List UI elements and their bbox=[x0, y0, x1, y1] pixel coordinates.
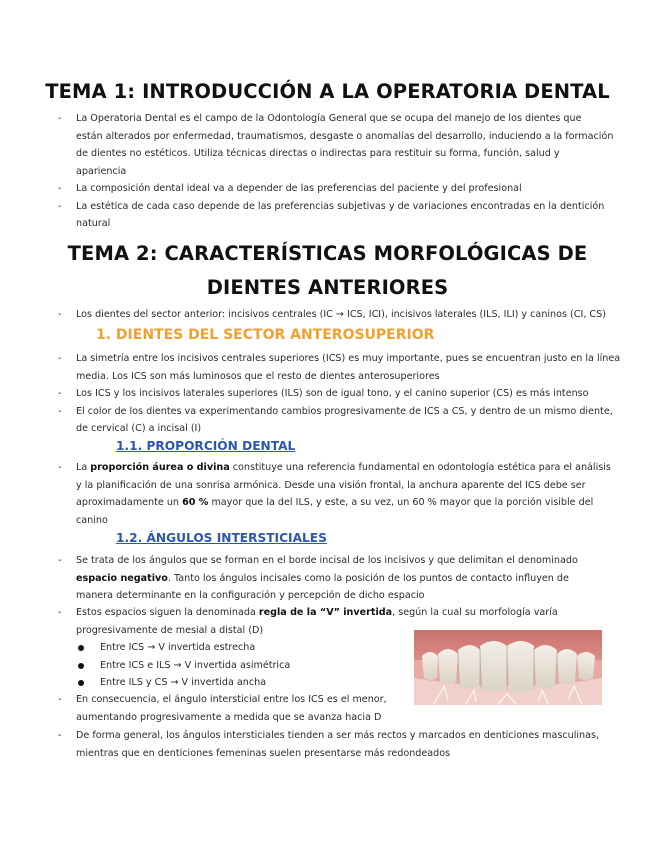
tema1-title: TEMA 1: INTRODUCCIÓN A LA OPERATORIA DENTAL bbox=[45, 80, 610, 103]
bullet-dot-icon bbox=[78, 680, 84, 686]
section12-heading: 1.2. ÁNGULOS INTERSTICIALES bbox=[116, 531, 327, 545]
bullet-dot-icon bbox=[78, 645, 84, 651]
section11-heading: 1.1. PROPORCIÓN DENTAL bbox=[116, 439, 296, 453]
tema2-title-line2: DIENTES ANTERIORES bbox=[206, 276, 449, 299]
bullet-dot-icon bbox=[78, 663, 84, 669]
tema2-title-line1: TEMA 2: CARACTERÍSTICAS MORFOLÓGICAS DE bbox=[67, 242, 588, 265]
teeth-photo bbox=[414, 630, 602, 705]
document-page: TEMA 1: INTRODUCCIÓN A LA OPERATORIA DENTAL - La Operatoria Dental es el campo de la Odontología General que se ocupa del manejo de los dientes que están alterados por enfermedad, traumatismos, desgaste o anomalías del desarrollo, induciendo a la formación de dientes no estéticos. Utiliza técnicas directas o indirectas para restituir su forma, función, salud y apariencia - La composición dental ideal va a depender de las preferencias del paciente y del profesional - La estética de cada caso depende de las preferencias subjetivas y de variaciones encontradas en la dentición natural TEMA 2: CARACTERÍSTICAS MORFOLÓGICAS DE DIENTES ANTERIORES - Los dientes del sector anterior: incisivos centrales (IC → ICS, ICI), incisivos laterales (ILS, ILI) y caninos (CI, CS) 1. DIENTES DEL SECTOR ANTEROSUPERIOR - La simetría entre los incisivos centrales superiores (ICS) es muy importante, pues se encuentran justo en la línea media. Los ICS son más luminosos que el resto de dientes anterosuperiores - Los ICS y los incisivos laterales superiores (ILS) son de igual tono, y el canino superior (CS) es más intenso - El color de los dientes va experimentando cambios progresivamente de ICS a CS, y dentro de un mismo diente, de cervical (C) a incisal (I) 1.1. PROPORCIÓN DENTAL - La proporción áurea o divina constituye una referencia fundamental en odontología estética para el análisis y la planificación de una sonrisa armónica. Desde una visión frontal, la anchura aparente del ICS debe ser aproximadamente un 60 % mayor que la del ILS, y este, a su vez, un 60 % mayor que la porción visible del canino 1.2. ÁNGULOS INTERSTICIALES - Se trata de los ángulos que se forman en el borde incisal de los incisivos y que delimitan el denominado espacio negativo. Tanto los ángulos incisales como la posición de los puntos de contacto influyen de manera determinante en la configuración y percepción de dicho espacio - Estos espacios siguen la denominada regla de la “V” invertida, según la cual su morfología varía progresivamente de mesial a distal (D) Entre ICS → V invertida estrecha Entre ICS e ILS → V invertida asimétrica Entre ILS y CS → V invertida ancha - En consecuencia, el ángulo intersticial entre los ICS es el menor, aumentando progresivamente a medida que se avanza hacia D - De forma general, los ángulos intersticiales tienden a ser más rectos y marcados en denticiones masculinas, mientras que en denticiones femeninas suelen presentarse más redondeados bbox=[0, 0, 655, 848]
section1-heading: 1. DIENTES DEL SECTOR ANTEROSUPERIOR bbox=[96, 327, 435, 343]
